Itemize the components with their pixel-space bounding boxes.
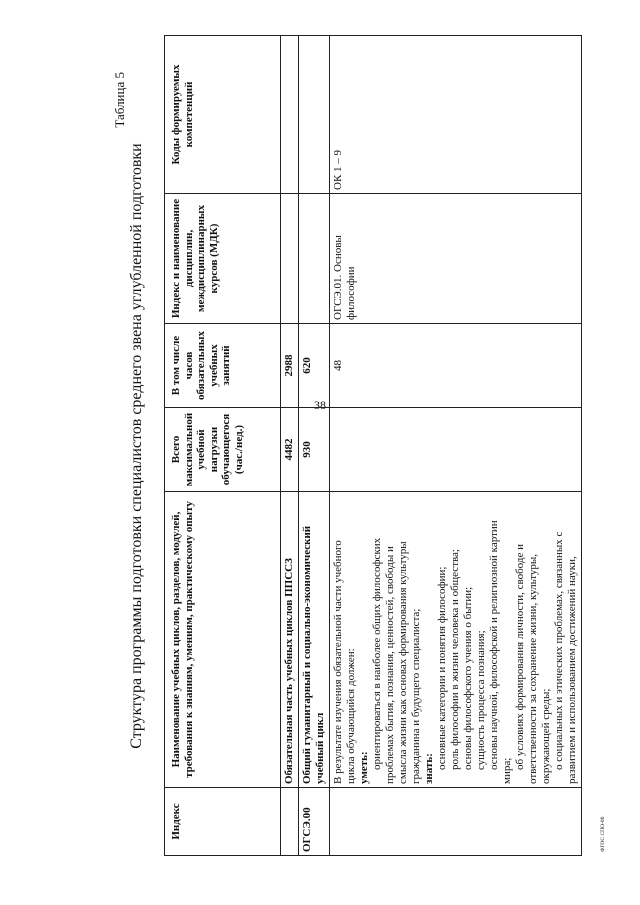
- requirement-line: основы философского учения о бытии;: [462, 586, 474, 770]
- requirement-line: об условиях формирования личности, свободе и: [514, 544, 526, 770]
- rotated-page-content: [112, 36, 632, 856]
- requirement-heading: знать:: [423, 753, 435, 784]
- cell-name: Общий гуманитарный и социально-экономический учебный цикл: [299, 492, 330, 788]
- header-total: Всего максимальной учебной нагрузки обучающегося (час./нед.): [165, 408, 281, 492]
- requirement-line: цикла обучающийся должен:: [345, 648, 357, 784]
- requirement-line: сущность процесса познания;: [475, 630, 487, 770]
- cell-competences: [299, 36, 330, 194]
- requirement-line: В результате изучения обязательной части учебного: [332, 540, 344, 784]
- cell-index: ОГСЭ.00: [299, 788, 330, 856]
- cell-discipline: [281, 194, 299, 324]
- footer-code: ФГОС СПО-06: [600, 816, 606, 852]
- header-mandatory: В том числе часов обязательных учебных занятий: [165, 324, 281, 408]
- cell-mandatory: 48: [330, 324, 582, 408]
- requirement-line: развитием и использованием достижений науки,: [566, 556, 578, 784]
- table-header-row: [165, 36, 281, 856]
- requirement-heading: уметь:: [358, 751, 370, 784]
- requirement-line: основы научной, философской и религиозной картин: [488, 520, 500, 770]
- cell-discipline: ОГСЭ.01. Основы философии: [330, 194, 582, 324]
- requirement-line: ориентироваться в наиболее общих философских: [371, 537, 383, 770]
- table-number: Таблица 5: [112, 72, 127, 128]
- header-name: Наименование учебных циклов, разделов, модулей, требования к знаниям, умениям, практическому опыту: [165, 492, 281, 788]
- table-row: [299, 36, 330, 856]
- cell-total: 930: [299, 408, 330, 492]
- table-row: [281, 36, 299, 856]
- cell-name: Обязательная часть учебных циклов ППССЗ: [281, 492, 299, 788]
- requirement-line: основные категории и понятия философии;: [436, 566, 448, 770]
- cell-competences: ОК 1 – 9: [330, 36, 582, 194]
- cell-total: [330, 408, 582, 492]
- requirement-line: о социальных и этических проблемах, связанных с: [553, 531, 565, 770]
- requirement-line: ответственности за сохранение жизни, культуры,: [527, 553, 539, 784]
- cell-index: [281, 788, 299, 856]
- cell-mandatory: 620: [299, 324, 330, 408]
- requirement-line: проблемах бытия, познания, ценностей, свободы и: [384, 546, 396, 784]
- header-discipline: Индекс и наименование дисциплин, междисциплинарных курсов (МДК): [165, 194, 281, 324]
- requirement-line: роль философии в жизни человека и общества;: [449, 549, 461, 770]
- header-competences: Коды формируемых компетенций: [165, 36, 281, 194]
- curriculum-table: [164, 35, 582, 856]
- requirement-line: смысла жизни как основах формирования культуры: [397, 541, 409, 784]
- page-number: 38: [314, 398, 326, 412]
- cell-total: 4482: [281, 408, 299, 492]
- header-index: Индекс: [165, 788, 281, 856]
- requirement-line: гражданина и будущего специалиста;: [410, 608, 422, 784]
- table-row: [330, 36, 582, 856]
- cell-competences: [281, 36, 299, 194]
- table-title: Структура программы подготовки специалистов среднего звена углубленной подготовки: [128, 143, 145, 749]
- cell-requirements: [330, 492, 582, 788]
- requirement-line: мира;: [501, 757, 513, 784]
- cell-discipline: [299, 194, 330, 324]
- requirement-line: окружающей среды;: [540, 688, 552, 784]
- cell-index: [330, 788, 582, 856]
- cell-mandatory: 2988: [281, 324, 299, 408]
